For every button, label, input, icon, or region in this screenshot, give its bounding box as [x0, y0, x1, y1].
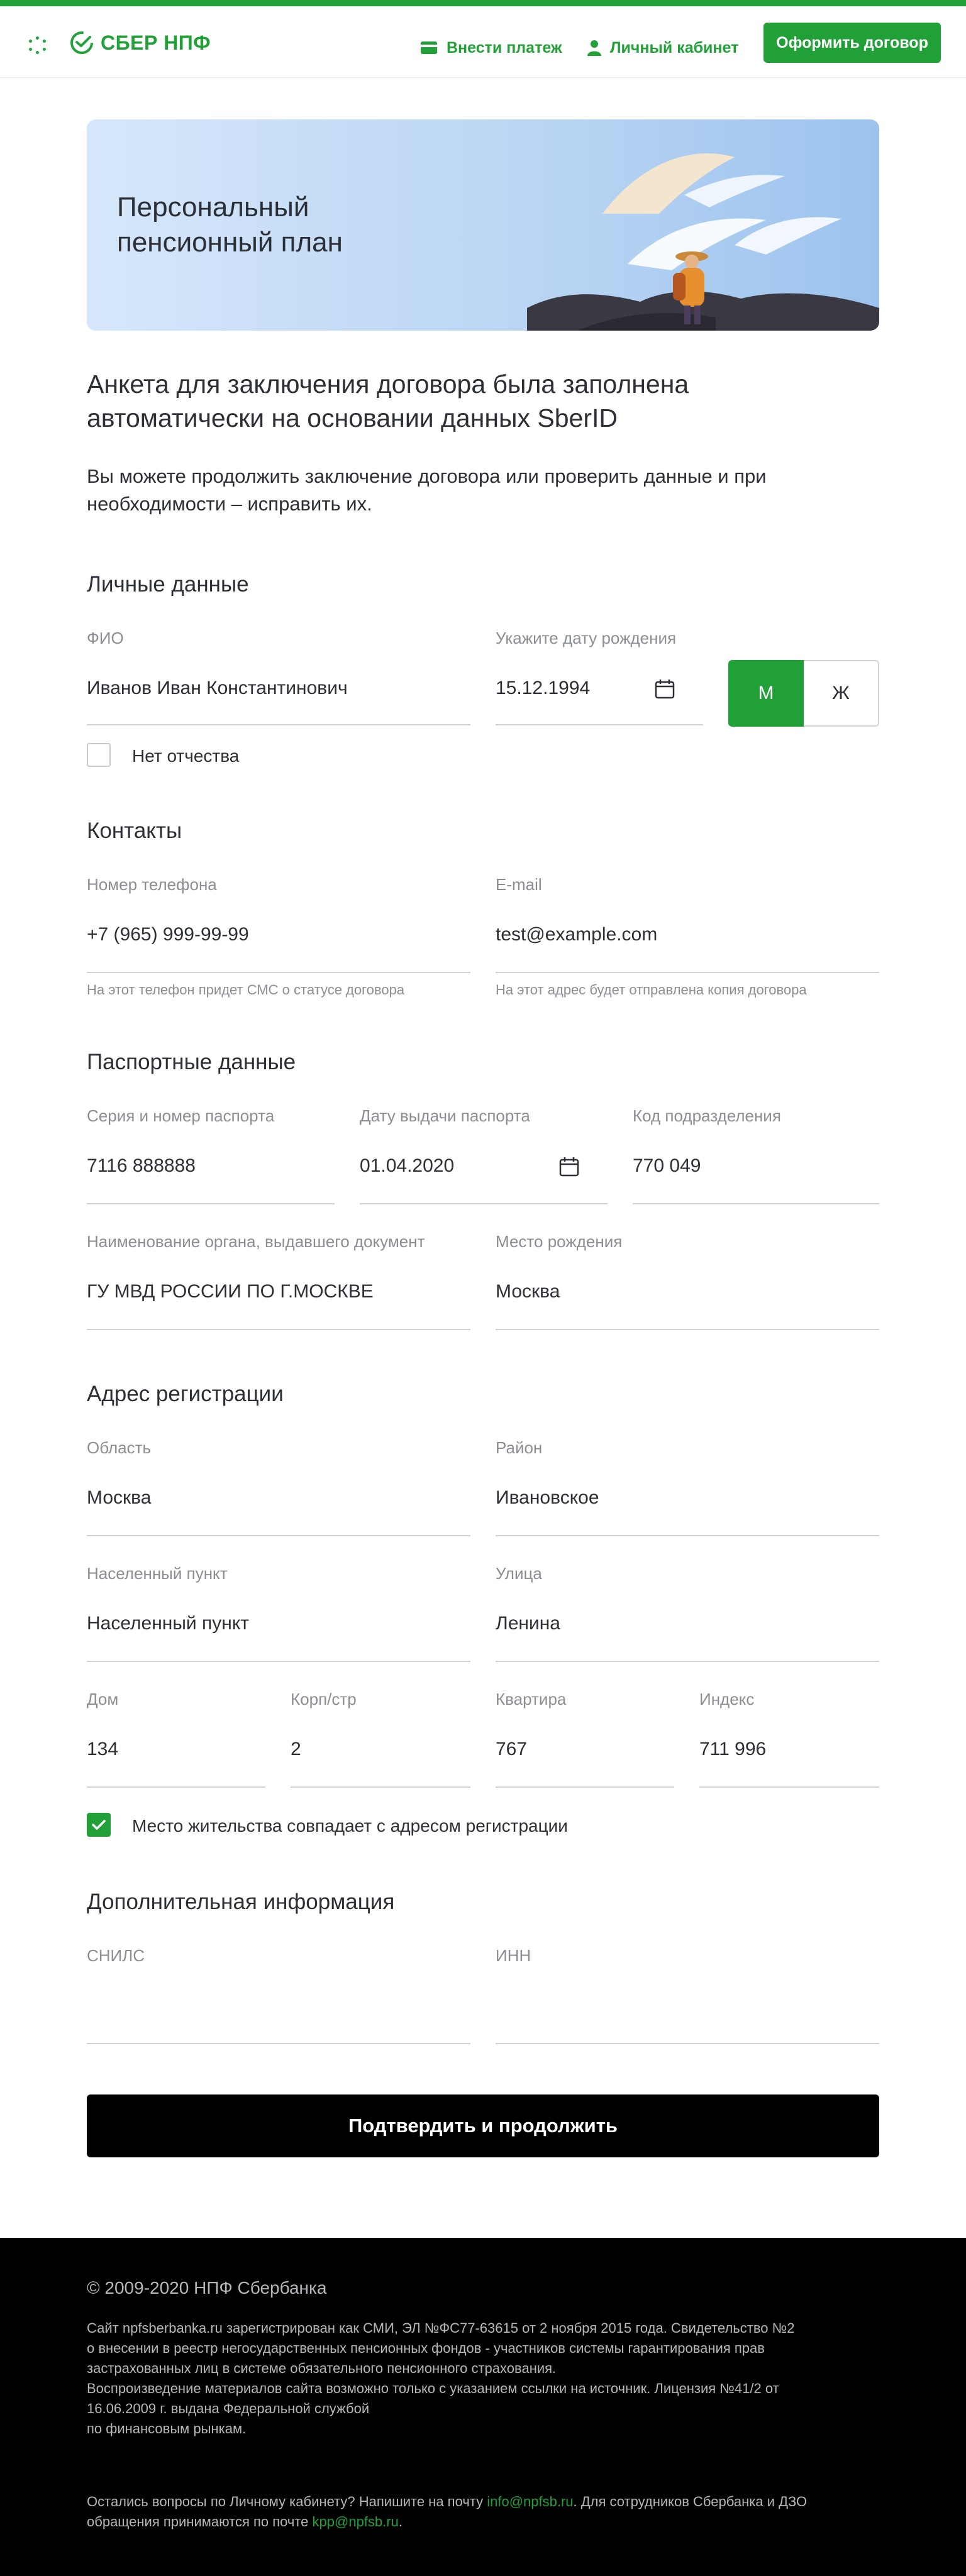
pay-link[interactable] [420, 30, 562, 65]
district-label: Район [496, 1438, 543, 1457]
issuer-label: Наименование органа, выдавшего документ [87, 1232, 425, 1251]
footer-contact-text: Остались вопросы по Личному кабинету? Напишите на почту [87, 2494, 487, 2509]
cabinet-link-label: Личный кабинет [610, 38, 739, 57]
email-input[interactable]: test@example.com [496, 924, 658, 945]
additional-section-title: Дополнительная информация [87, 1890, 395, 1914]
building-label: Корп/стр [291, 1690, 357, 1709]
district-underline [496, 1535, 879, 1536]
footer-contact [87, 2492, 879, 2532]
phone-label: Номер телефона [87, 875, 217, 894]
footer [0, 2238, 966, 2576]
footer-legal-line: о внесении в реестр негосударственных пенсионных фондов - участников системы гарантирования прав [87, 2340, 765, 2356]
no-patronymic-checkbox[interactable] [87, 743, 111, 767]
locality-underline [87, 1661, 470, 1662]
street-underline [496, 1661, 879, 1662]
logo[interactable] [69, 29, 211, 57]
footer-email-link[interactable]: info@npfsb.ru [487, 2494, 574, 2509]
phone-hint: На этот телефон придет СМС о статусе договора [87, 982, 405, 998]
birthplace-label: Место рождения [496, 1232, 623, 1251]
inn-underline [496, 2043, 879, 2044]
flat-input[interactable]: 767 [496, 1739, 528, 1759]
passport-number-underline [87, 1203, 335, 1204]
issuer-input[interactable]: ГУ МВД РОССИИ ПО Г.МОСКВЕ [87, 1281, 374, 1302]
calendar-icon[interactable] [654, 678, 675, 700]
gender-female-button[interactable]: Ж [804, 660, 879, 727]
building-input[interactable]: 2 [291, 1739, 301, 1759]
email-label: E-mail [496, 875, 542, 894]
submit-button[interactable]: Подтвердить и продолжить [87, 2094, 879, 2157]
birthplace-input[interactable]: Москва [496, 1281, 560, 1302]
phone-underline [87, 972, 470, 973]
birthplace-underline [496, 1329, 879, 1330]
passport-date-label: Дату выдачи паспорта [360, 1106, 530, 1125]
birth-date-underline [496, 724, 703, 725]
address-section-title: Адрес регистрации [87, 1382, 284, 1406]
footer-legal-line: Воспроизведение материалов сайта возможно только с указанием ссылки на источник. Лицензия №41/2 от [87, 2381, 779, 2396]
passport-number-input[interactable]: 7116 888888 [87, 1155, 196, 1176]
snils-label: СНИЛС [87, 1946, 145, 1965]
issuer-underline [87, 1329, 470, 1330]
personal-section-title: Личные данные [87, 572, 249, 597]
birth-date-input[interactable]: 15.12.1994 [496, 678, 591, 698]
region-label: Область [87, 1438, 152, 1457]
passport-number-label: Серия и номер паспорта [87, 1106, 275, 1125]
division-code-label: Код подразделения [633, 1106, 781, 1125]
hiker-illustration [527, 119, 879, 331]
fio-underline [87, 724, 470, 725]
same-address-checkbox[interactable] [87, 1813, 111, 1837]
locality-input[interactable]: Населенный пункт [87, 1613, 250, 1634]
logo-text: СБЕР НПФ [101, 31, 211, 54]
calendar-icon[interactable] [558, 1156, 580, 1177]
contacts-section-title: Контакты [87, 818, 182, 843]
sber-logo-icon [69, 30, 94, 55]
region-underline [87, 1535, 470, 1536]
banner [87, 119, 879, 331]
house-label: Дом [87, 1690, 119, 1709]
flat-underline [496, 1786, 674, 1788]
district-input[interactable]: Ивановское [496, 1487, 599, 1508]
footer-legal-text [87, 2318, 879, 2439]
footer-email-link-2[interactable]: kpp@npfsb.ru [312, 2514, 399, 2529]
user-icon [587, 40, 601, 56]
pay-link-label: Внести платеж [447, 38, 562, 57]
division-code-input[interactable]: 770 049 [633, 1155, 701, 1176]
banner-title: Персональный пенсионный план [117, 192, 343, 258]
footer-legal-line: 16.06.2009 г. выдана Федеральной службой [87, 2401, 370, 2416]
footer-legal-line: Сайт npfsberbanka.ru зарегистрирован как СМИ, ЭЛ №ФС77-63615 от 2 ноября 2015 года. Свидетельство №2 [87, 2320, 795, 2336]
snils-underline [87, 2043, 470, 2044]
header [0, 6, 966, 78]
passport-date-input[interactable]: 01.04.2020 [360, 1155, 455, 1176]
fio-label: ФИО [87, 629, 124, 647]
inn-label: ИНН [496, 1946, 531, 1965]
check-icon [88, 1814, 109, 1836]
passport-section-title: Паспортные данные [87, 1050, 296, 1074]
division-code-underline [633, 1203, 879, 1204]
birth-date-label: Укажите дату рождения [496, 629, 677, 647]
email-hint: На этот адрес будет отправлена копия договора [496, 982, 807, 998]
region-input[interactable]: Москва [87, 1487, 152, 1508]
footer-legal-line: застрахованных лиц в системе обязательного пенсионного страхования. [87, 2360, 557, 2376]
no-patronymic-label: Нет отчества [132, 746, 240, 766]
card-icon [420, 41, 438, 55]
footer-copyright: © 2009-2020 НПФ Сбербанка [87, 2278, 327, 2298]
intro-text: Вы можете продолжить заключение договора или проверить данные и при необходимости – исправить их. [87, 465, 767, 515]
cabinet-link[interactable] [587, 30, 738, 65]
index-input[interactable]: 711 996 [699, 1739, 767, 1759]
house-input[interactable]: 134 [87, 1739, 119, 1759]
top-accent-bar [0, 0, 966, 6]
index-label: Индекс [699, 1690, 755, 1709]
passport-date-underline [360, 1203, 608, 1204]
building-underline [291, 1786, 470, 1788]
fio-input[interactable]: Иванов Иван Константинович [87, 678, 348, 698]
phone-input[interactable]: +7 (965) 999-99-99 [87, 924, 249, 945]
footer-contact-text: . Для сотрудников Сбербанка и ДЗО обращения принимаются по почте [87, 2494, 808, 2529]
intro-title: Анкета для заключения договора была заполнена автоматически на основании данных SberID [87, 370, 689, 432]
index-underline [699, 1786, 879, 1788]
menu-grid-icon[interactable] [29, 36, 47, 54]
house-underline [87, 1786, 265, 1788]
flat-label: Квартира [496, 1690, 567, 1709]
email-underline [496, 972, 879, 973]
street-label: Улица [496, 1564, 542, 1583]
street-input[interactable]: Ленина [496, 1613, 560, 1634]
gender-male-button[interactable]: М [728, 660, 804, 727]
locality-label: Населенный пункт [87, 1564, 228, 1583]
same-address-label: Место жительства совпадает с адресом регистрации [132, 1816, 568, 1836]
footer-legal-line: по финансовым рынкам. [87, 2421, 247, 2436]
contract-button[interactable]: Оформить договор [763, 23, 941, 63]
footer-contact-text: . [398, 2514, 402, 2529]
